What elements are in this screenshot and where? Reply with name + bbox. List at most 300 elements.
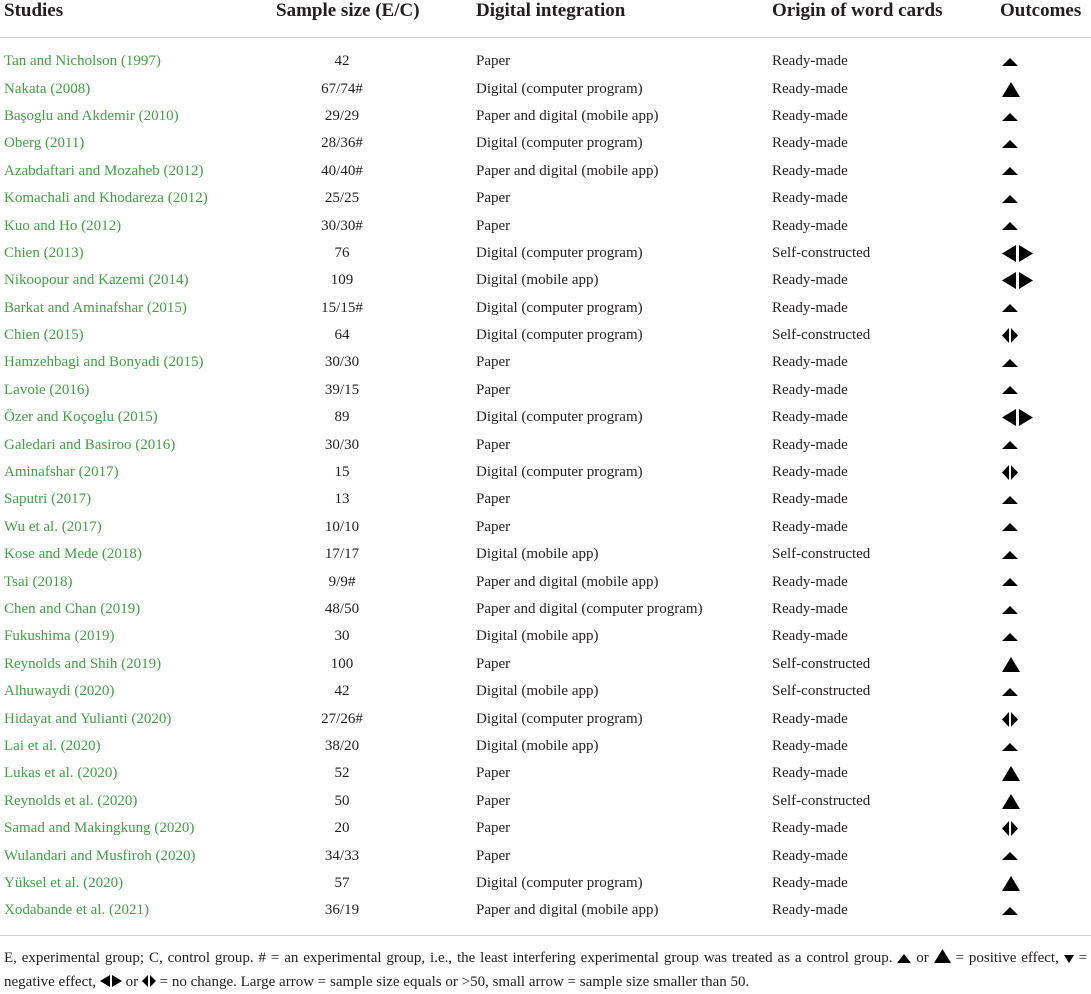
origin-cell: Self-constructed: [772, 244, 871, 261]
paren-close: ): [170, 436, 176, 453]
origin-cell: Ready-made: [772, 381, 848, 398]
origin-cell: Ready-made: [772, 436, 848, 453]
outcome-cell: [996, 568, 1091, 595]
table-row: [0, 158, 1091, 185]
outcome-cell: [996, 130, 1091, 157]
study-authors-link[interactable]: Barkat and Aminafshar: [4, 299, 144, 316]
digital-integration-cell: Paper: [476, 518, 511, 535]
large-up-triangle-icon: [1002, 657, 1020, 672]
study-authors-link[interactable]: Başoglu and Akdemir: [4, 107, 135, 124]
origin-cell: Ready-made: [772, 299, 848, 316]
small-up-triangle-icon: [1002, 523, 1018, 531]
table-row: [0, 678, 1091, 705]
paren-close: ): [78, 244, 84, 261]
paren-close: ): [156, 655, 162, 672]
paren-open: (: [39, 327, 49, 344]
study-year-link[interactable]: 1997: [125, 53, 156, 70]
footnote-part2: = positive effect,: [955, 949, 1059, 966]
study-cell: [0, 842, 272, 869]
origin-cell: Ready-made: [772, 820, 848, 837]
study-year-link[interactable]: 2019: [105, 601, 136, 617]
digital-integration-cell: Digital (mobile app): [476, 683, 599, 700]
study-year-link[interactable]: 2020: [82, 765, 113, 782]
study-cell: [0, 733, 272, 760]
study-year-link[interactable]: 2017: [66, 518, 97, 535]
paren-close: ): [96, 518, 102, 535]
paren-open: (: [57, 518, 67, 535]
digital-integration-cell: Paper: [476, 436, 511, 453]
study-authors-link[interactable]: Xodabande et al.: [4, 902, 106, 919]
small-no-change-icon: [1002, 328, 1018, 343]
origin-cell: Ready-made: [772, 53, 848, 70]
study-cell: [0, 815, 272, 842]
sample-size-cell: 89: [334, 409, 350, 426]
paren-close: ): [67, 573, 73, 590]
origin-cell: Ready-made: [772, 190, 848, 207]
study-year-link[interactable]: 2018: [106, 546, 137, 563]
large-no-change-icon: [1002, 245, 1034, 262]
paren-close: ): [202, 190, 208, 207]
digital-integration-cell: Digital (computer program): [476, 710, 643, 727]
paren-close: ): [198, 162, 204, 179]
study-year-link[interactable]: 2017: [56, 491, 87, 508]
table-row: [0, 349, 1091, 376]
digital-integration-cell: Digital (mobile app): [476, 628, 599, 645]
table-footnote: [0, 936, 1091, 994]
paren-open: (: [41, 135, 50, 152]
origin-cell: Ready-made: [772, 409, 848, 426]
study-year-link[interactable]: 2015: [48, 327, 79, 344]
paren-open: (: [131, 436, 141, 453]
outcome-cell: [996, 705, 1091, 732]
origin-cell: Ready-made: [772, 902, 848, 919]
study-authors-link[interactable]: Aminafshar: [4, 464, 75, 481]
paren-open: (: [117, 655, 127, 672]
digital-integration-cell: Paper: [476, 53, 511, 70]
paren-open: (: [98, 546, 107, 563]
study-cell: [0, 760, 272, 787]
outcome-cell: [996, 377, 1091, 404]
table-row: [0, 760, 1091, 787]
study-cell: [0, 103, 272, 130]
small-no-change-icon: [142, 975, 156, 987]
paren-close: ): [143, 902, 149, 919]
small-up-triangle-icon: [1002, 688, 1018, 696]
study-cell: [0, 158, 272, 185]
header-origin: Origin of word cards: [768, 0, 996, 38]
small-up-triangle-icon: [897, 954, 911, 963]
outcome-cell: [996, 38, 1091, 76]
sample-size-cell: 30/30: [324, 354, 360, 371]
study-authors-link[interactable]: Alhuwaydi: [4, 683, 71, 700]
study-authors-link[interactable]: Reynolds et al.: [4, 792, 94, 809]
paren-open: (: [159, 354, 169, 371]
table-row: [0, 897, 1091, 924]
study-authors-link[interactable]: Samad and Makingkung: [4, 820, 151, 837]
study-authors-link[interactable]: Nakata: [4, 80, 47, 97]
paren-close: ): [135, 601, 141, 617]
digital-integration-cell: Digital (computer program): [476, 244, 643, 261]
footnote-or-1: or: [916, 949, 929, 966]
digital-integration-cell: Paper: [476, 381, 511, 398]
table-row: [0, 596, 1091, 623]
outcome-cell: [996, 431, 1091, 458]
outcome-cell: [996, 897, 1091, 924]
study-year-link[interactable]: 2015: [168, 354, 199, 371]
study-year-link[interactable]: 2016: [54, 381, 85, 398]
study-cell: [0, 431, 272, 458]
study-authors-link[interactable]: Wulandari and Musfiroh: [4, 847, 152, 864]
table-row: [0, 212, 1091, 239]
paren-close: ): [78, 327, 84, 344]
table-row: [0, 431, 1091, 458]
table-row: [0, 130, 1091, 157]
study-authors-link[interactable]: Galedari and Basiroo: [4, 436, 132, 453]
sample-size-cell: 10/10: [324, 518, 360, 535]
study-cell: [0, 897, 272, 924]
table-row: [0, 623, 1091, 650]
study-authors-link[interactable]: Chen and Chan: [4, 601, 97, 617]
table-row: [0, 541, 1091, 568]
table-row: [0, 870, 1091, 897]
paren-open: (: [163, 190, 173, 207]
study-year-link[interactable]: 2017: [83, 464, 114, 481]
study-authors-link[interactable]: Lai et al.: [4, 737, 57, 754]
origin-cell: Ready-made: [772, 354, 848, 371]
origin-cell: Ready-made: [772, 272, 848, 289]
digital-integration-cell: Digital (mobile app): [476, 272, 599, 289]
outcome-cell: [996, 623, 1091, 650]
footnote-part1: E, experimental group; C, control group. # = an experimental group, i.e., the least interfering experimental group was treated as a control group.: [4, 949, 893, 966]
paren-open: (: [46, 80, 56, 97]
outcome-cell: [996, 240, 1091, 267]
sample-size-cell: 20: [334, 820, 350, 837]
paren-open: (: [150, 820, 160, 837]
digital-integration-cell: Digital (computer program): [476, 874, 643, 891]
sample-size-cell: 17/17: [324, 546, 360, 563]
study-year-link[interactable]: 2019: [126, 655, 157, 672]
paren-open: (: [134, 107, 144, 124]
study-authors-link[interactable]: Oberg: [4, 135, 42, 152]
paren-close: ): [166, 710, 172, 727]
digital-integration-cell: Paper: [476, 765, 511, 782]
study-authors-link[interactable]: Yüksel et al.: [4, 874, 80, 891]
sample-size-cell: 15/15#: [321, 299, 363, 316]
table-body: [0, 38, 1091, 925]
paren-close: ): [118, 874, 124, 891]
study-authors-link[interactable]: Chien: [4, 327, 40, 344]
digital-integration-cell: Digital (mobile app): [476, 737, 599, 754]
study-year-link[interactable]: 2014: [153, 272, 184, 289]
digital-integration-cell: Paper: [476, 354, 511, 371]
study-year-link[interactable]: 2015: [122, 409, 153, 426]
origin-cell: Ready-made: [772, 765, 848, 782]
outcome-cell: [996, 870, 1091, 897]
small-no-change-icon: [1002, 712, 1018, 727]
study-cell: [0, 322, 272, 349]
study-cell: [0, 38, 272, 76]
outcome-cell: [996, 596, 1091, 623]
study-cell: [0, 541, 272, 568]
origin-cell: Ready-made: [772, 107, 848, 124]
outcome-cell: [996, 760, 1091, 787]
study-cell: [0, 788, 272, 815]
outcome-cell: [996, 295, 1091, 322]
origin-cell: Ready-made: [772, 628, 848, 645]
paren-open: (: [159, 162, 169, 179]
table-header-row: [0, 0, 1091, 38]
study-cell: [0, 705, 272, 732]
paren-close: ): [136, 546, 142, 563]
origin-cell: Ready-made: [772, 710, 848, 727]
study-cell: [0, 404, 272, 431]
sample-size-cell: 40/40#: [321, 162, 363, 179]
study-year-link[interactable]: 2020: [136, 710, 167, 727]
study-authors-link[interactable]: Lukas et al.: [4, 765, 74, 782]
study-year-link[interactable]: 2012: [86, 217, 117, 234]
small-up-triangle-icon: [1002, 551, 1018, 559]
study-year-link[interactable]: 2012: [168, 162, 199, 179]
digital-integration-cell: Paper: [476, 792, 511, 809]
sample-size-cell: 34/33: [324, 847, 360, 864]
paren-open: (: [70, 628, 80, 645]
table-row: [0, 185, 1091, 212]
origin-cell: Ready-made: [772, 491, 848, 508]
origin-cell: Self-constructed: [772, 655, 871, 672]
study-cell: [0, 486, 272, 513]
table-row: [0, 103, 1091, 130]
study-year-link[interactable]: 2021: [113, 902, 144, 919]
digital-integration-cell: Paper: [476, 820, 511, 837]
table-row: [0, 486, 1091, 513]
study-year-link[interactable]: 2020: [88, 874, 119, 891]
origin-cell: Self-constructed: [772, 683, 871, 700]
origin-cell: Self-constructed: [772, 546, 871, 563]
sample-size-cell: 57: [334, 874, 350, 891]
outcome-cell: [996, 733, 1091, 760]
paren-open: (: [143, 299, 152, 316]
study-cell: [0, 514, 272, 541]
paren-open: (: [151, 847, 161, 864]
outcome-cell: [996, 459, 1091, 486]
study-authors-link[interactable]: Wu et al.: [4, 518, 58, 535]
origin-cell: Ready-made: [772, 162, 848, 179]
table-row: [0, 459, 1091, 486]
origin-cell: Self-constructed: [772, 792, 871, 809]
paren-close: ): [109, 683, 115, 700]
table-row: [0, 75, 1091, 102]
table-row: [0, 295, 1091, 322]
digital-integration-cell: Digital (computer program): [476, 135, 643, 152]
paren-close: ): [113, 464, 119, 481]
sample-size-cell: 30/30#: [321, 217, 363, 234]
paren-close: ): [86, 491, 92, 508]
digital-integration-cell: Digital (computer program): [476, 80, 643, 97]
study-authors-link[interactable]: Kose and Mede: [4, 546, 99, 563]
study-authors-link[interactable]: Hamzehbagi and Bonyadi: [4, 354, 160, 371]
paren-close: ): [198, 354, 204, 371]
study-cell: [0, 596, 272, 623]
study-cell: [0, 295, 272, 322]
origin-cell: Ready-made: [772, 135, 848, 152]
study-authors-link[interactable]: Tan and Nicholson: [4, 53, 118, 70]
digital-integration-cell: Paper and digital (mobile app): [476, 573, 659, 590]
study-year-link[interactable]: 2012: [172, 190, 203, 207]
study-year-link[interactable]: 2011: [49, 135, 80, 152]
paren-open: (: [79, 874, 89, 891]
study-year-link[interactable]: 2016: [140, 436, 171, 453]
study-year-link[interactable]: 2020: [79, 683, 110, 700]
paren-close: ): [189, 820, 195, 837]
origin-cell: Self-constructed: [772, 327, 871, 344]
large-up-triangle-icon: [1002, 82, 1020, 97]
study-year-link[interactable]: 2008: [55, 80, 86, 97]
sample-size-cell: 38/20: [324, 737, 360, 754]
origin-cell: Ready-made: [772, 737, 848, 754]
study-year-link[interactable]: 2020: [102, 792, 133, 809]
digital-integration-cell: Paper: [476, 655, 511, 672]
sample-size-cell: 42: [334, 683, 350, 700]
sample-size-cell: 28/36#: [321, 135, 363, 152]
down-triangle-icon: [1064, 955, 1074, 963]
sample-size-cell: 48/50: [324, 601, 360, 617]
table-row: [0, 842, 1091, 869]
paren-open: (: [28, 573, 38, 590]
outcome-cell: [996, 185, 1091, 212]
table-row: [0, 267, 1091, 294]
paren-close: ): [112, 765, 118, 782]
paren-close: ): [181, 299, 187, 316]
sample-size-cell: 27/26#: [321, 710, 363, 727]
outcome-cell: [996, 322, 1091, 349]
table-row: [0, 240, 1091, 267]
sample-size-cell: 42: [334, 53, 350, 70]
paren-close: ): [116, 217, 122, 234]
table-row: [0, 377, 1091, 404]
study-cell: [0, 349, 272, 376]
table-row: [0, 514, 1091, 541]
paren-open: (: [45, 381, 55, 398]
paren-open: (: [73, 765, 83, 782]
sample-size-cell: 25/25: [324, 190, 360, 207]
study-cell: [0, 678, 272, 705]
origin-cell: Ready-made: [772, 573, 848, 590]
study-cell: [0, 75, 272, 102]
table-row: [0, 788, 1091, 815]
digital-integration-cell: Paper and digital (computer program): [476, 601, 703, 617]
sample-size-cell: 30/30: [324, 436, 360, 453]
paren-close: ): [183, 272, 189, 289]
outcome-cell: [996, 651, 1091, 678]
paren-close: ): [155, 53, 161, 70]
outcome-cell: [996, 349, 1091, 376]
paren-open: (: [74, 464, 84, 481]
sample-size-cell: 64: [334, 327, 350, 344]
study-authors-link[interactable]: Komachali and Khodareza: [4, 190, 164, 207]
paren-open: (: [77, 217, 87, 234]
table-row: [0, 705, 1091, 732]
sample-size-cell: 15: [334, 464, 350, 481]
small-up-triangle-icon: [1002, 386, 1018, 394]
study-authors-link[interactable]: Chien: [4, 244, 40, 261]
outcome-cell: [996, 541, 1091, 568]
large-up-triangle-icon: [934, 949, 951, 963]
sample-size-cell: 39/15: [324, 381, 360, 398]
study-cell: [0, 212, 272, 239]
small-up-triangle-icon: [1002, 140, 1018, 148]
digital-integration-cell: Paper and digital (mobile app): [476, 107, 659, 124]
origin-cell: Ready-made: [772, 847, 848, 864]
footnote-part3: = negative effect,: [4, 949, 1088, 990]
study-authors-link[interactable]: Kuo and Ho: [4, 217, 78, 234]
study-authors-link[interactable]: Azabdaftari and Mozaheb: [4, 162, 160, 179]
digital-integration-cell: Digital (computer program): [476, 409, 643, 426]
study-authors-link[interactable]: Tsai: [4, 573, 29, 590]
header-studies: Studies: [0, 0, 272, 38]
small-up-triangle-icon: [1002, 496, 1018, 504]
small-up-triangle-icon: [1002, 167, 1018, 175]
table-row: [0, 38, 1091, 76]
study-authors-link[interactable]: Hidayat and Yulianti: [4, 710, 128, 727]
origin-cell: Ready-made: [772, 518, 848, 535]
footnote-or-2: or: [125, 973, 139, 990]
paren-close: ): [85, 80, 91, 97]
sample-size-cell: 100: [330, 655, 354, 672]
sample-size-cell: 109: [330, 272, 354, 289]
study-year-link[interactable]: 2020: [160, 847, 191, 864]
study-year-link[interactable]: 2010: [143, 107, 174, 124]
study-year-link[interactable]: 2020: [65, 737, 96, 754]
paren-open: (: [56, 737, 66, 754]
small-up-triangle-icon: [1002, 222, 1018, 230]
outcome-cell: [996, 404, 1091, 431]
digital-integration-cell: Paper: [476, 190, 511, 207]
study-year-link[interactable]: 2013: [48, 244, 79, 261]
large-no-change-icon: [1002, 272, 1034, 289]
study-authors-link[interactable]: Saputri: [4, 491, 48, 508]
study-year-link[interactable]: 2018: [37, 573, 68, 590]
outcome-cell: [996, 486, 1091, 513]
small-up-triangle-icon: [1002, 58, 1018, 66]
study-year-link[interactable]: 2019: [79, 628, 110, 645]
outcome-cell: [996, 788, 1091, 815]
small-no-change-icon: [1002, 465, 1018, 480]
small-up-triangle-icon: [1002, 113, 1018, 121]
large-up-triangle-icon: [1002, 794, 1020, 809]
study-authors-link[interactable]: Fukushima: [4, 628, 71, 645]
study-authors-link[interactable]: Nikoopour and Kazemi: [4, 272, 145, 289]
study-authors-link[interactable]: Reynolds and Shih: [4, 655, 118, 672]
origin-cell: Ready-made: [772, 464, 848, 481]
header-outcomes: Outcomes: [996, 0, 1091, 38]
footnote-part4: = no change. Large arrow = sample size equals or >50, small arrow = sample size smaller than 50.: [159, 973, 750, 990]
small-up-triangle-icon: [1002, 852, 1018, 860]
paren-close: ): [95, 737, 101, 754]
study-authors-link[interactable]: Lavoie: [4, 381, 46, 398]
study-cell: [0, 568, 272, 595]
digital-integration-cell: Paper: [476, 847, 511, 864]
digital-integration-cell: Paper: [476, 491, 511, 508]
outcome-cell: [996, 842, 1091, 869]
study-year-link[interactable]: 2020: [159, 820, 190, 837]
outcome-cell: [996, 815, 1091, 842]
study-cell: [0, 459, 272, 486]
study-year-link[interactable]: 2015: [151, 299, 182, 316]
study-authors-link[interactable]: Özer and Koçoglu: [4, 409, 114, 426]
outcome-cell: [996, 267, 1091, 294]
origin-cell: Ready-made: [772, 601, 848, 617]
small-up-triangle-icon: [1002, 578, 1018, 586]
